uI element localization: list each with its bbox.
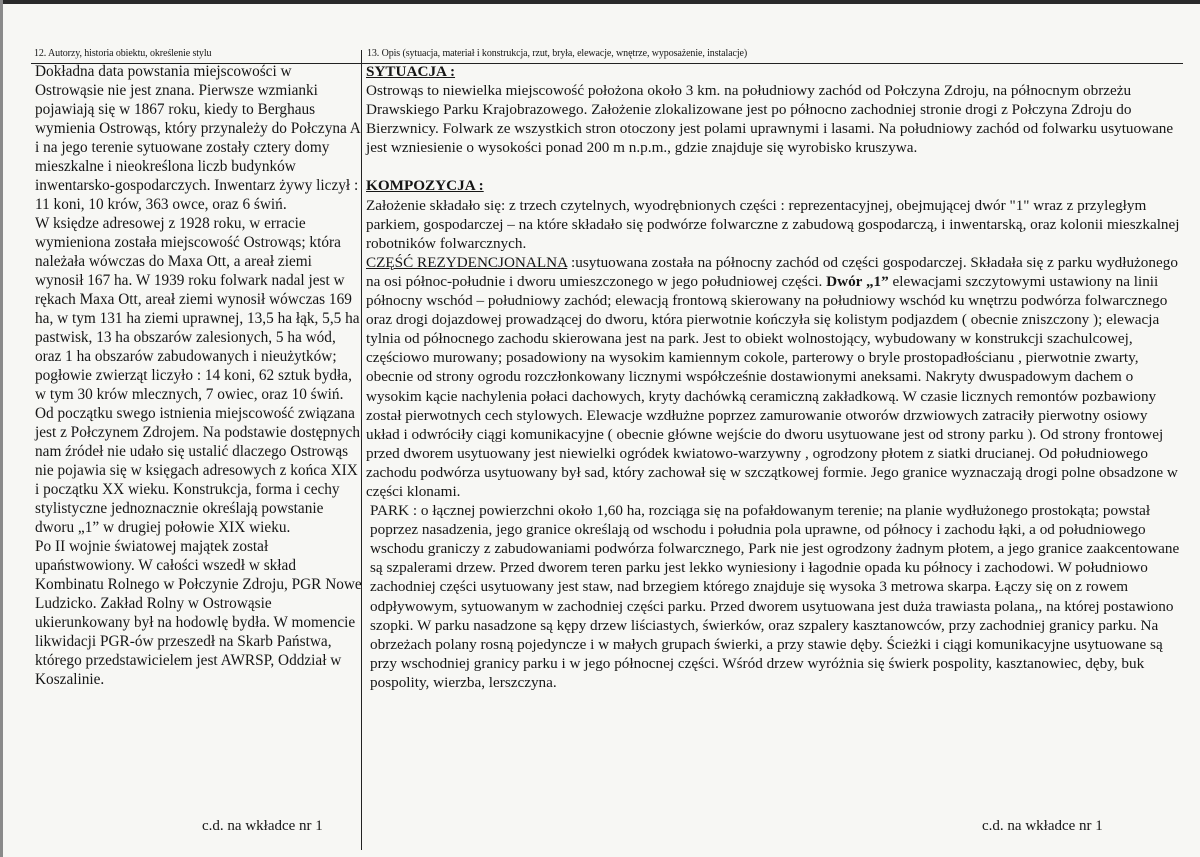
- history-paragraph-2: W księdze adresowej z 1928 roku, w erracie wymieniona została miejscowość Ostrowąs; która należała wówczas do Maxa Ott, a areał ziemi wynosił 167 ha. W 1939 roku folwark nadal jest w rękach Maxa Ott, areał ziemi wynosił wówczas 169 ha, w tym 131 ha ziemi uprawnej, 13,5 ha łąk, 5,5 ha pastwisk, 13 ha obszarów zalesionych, 5 ha wód, oraz 1 ha obszarów zabudowanych i nieużytków; pogłowie zwierząt liczyło : 14 koni, 62 sztuk bydła, w tym 30 krów mlecznych, 7 owiec, oraz 10 świń. Od początku swego istnienia miejscowość związana jest z Połczynem Zdrojem. Na podstawie dostępnych nam źródeł nie udało się ustalić dlaczego Ostrowąs nie pojawia się w księgach adresowych z końca XIX i początku XX wieku. Konstrukcja, forma i cechy stylistyczne jednoznacznie określają powstanie dworu „1” w drugiej połowie XIX wieku.: [35, 215, 360, 536]
- rezydencjonalna-paragraph: [366, 253, 1180, 501]
- scan-edge-top: [0, 0, 1200, 4]
- kompozycja-text: Założenie składało się: z trzech czytelnych, wyodrębnionych części : reprezentacyjnej, obejmującej dwór "1" wraz z przyległym parkiem, gospodarczej – na które składało się podwórze folwarczne z zabudową gospodarczą, i inwentarską, oraz kolonii mieszkalnej robotników folwarcznych.: [366, 196, 1180, 252]
- scan-edge-left: [0, 0, 3, 857]
- sytuacja-text: Ostrowąs to niewielka miejscowość położona około 3 km. na południowy zachód od Połczyna Zdroju, na północnym obrzeżu Drawskiego Parku Krajobrazowego. Założenie zlokalizowane jest po północno zachodniej stronie drogi z Połczyna Zdroju do Bierzwnicy. Folwark ze wszystkich stron otoczony jest polami uprawnymi i lasami. Na południowy zachód od folwarku usytuowane jest wzniesienie o wysokości ponad 200 m n.p.m., gdzie znajduje się wyrobisko kruszywa.: [366, 82, 1174, 157]
- history-paragraph-1: Dokładna data powstania miejscowości w Ostrowąsie nie jest znana. Pierwsze wzmianki pojawiają się w 1867 roku, kiedy to Berghaus wymienia Ostrowąs, który przynależy do Połczyna A i na jego terenie sytuowane zostały cztery domy mieszkalne i nieokreślona liczb budynków inwentarsko-gospodarczych. Inwentarz żywy liczył : 11 koni, 10 krów, 363 owce, oraz 6 świń.: [35, 63, 360, 213]
- rezydencjonalna-text-b: elewacjami szczytowymi ustawiony na linii północny wschód – południowy zachód; elewacją frontową skierowany na południowy wschód ku wnętrzu podwórza folwarcznego oraz drogi dojazdowej prowadzącej do dworu, która pierwotnie kończyła się kolistym podjazdem ( obecnie zniszczony ); elewacja tylnia od północnego zachodu skierowana jest na park. Jest to obiekt wolnostojący, wybudowany w konstrukcji szachulcowej, częściowo murowany; posadowiony na wysokim kamiennym cokole, parterowy o bryle prostopadłościanu , pierwotnie zwarty, obecnie od strony ogrodu rozczłonkowany licznymi współcześnie dostawionymi aneksami. Nakryty dwuspadowym dachem o wysokim kącie nachylenia połaci dachowych, kryty dachówką ceramiczną zakładkową. W czasie licznych remontów pozbawiony został pierwotnych cech stylowych. Elewacje wzdłużne poprzez zamurowanie otworów drzwiowych zatraciły pierwotny osiowy układ i odwróciły ciągi komunikacyjne ( obecnie główne wejście do dworu usytuowane jest od strony parku ). Od strony frontowej przed dworem usytuowany jest niewielki ogródek kwiatowo-warzywny , ogrodzony płotem z siatki drucianej. Od południowego zachodu podwórza usytuowany był sad, który zachował się w szczątkowej formie. Jego granice wyznaczają drogi polne obsadzone w części klonami.: [366, 272, 1178, 500]
- history-section: [35, 62, 363, 689]
- description-section: [366, 62, 1180, 692]
- right-footer: c.d. na wkładce nr 1: [982, 818, 1103, 834]
- section-spacer: [366, 157, 1180, 176]
- kompozycja-heading: KOMPOZYCJA :: [366, 177, 484, 195]
- park-paragraph: PARK : o łącznej powierzchni około 1,60 ha, rozciąga się na pofałdowanym terenie; na planie wydłużonego prostokąta; powstał poprzez nasadzenia, jego granice określają od wschodu i południa pola uprawne, od północy i zachodu łąki, a od południowego wschodu graniczy z zabudowaniami podwórza folwarcznego, Park nie jest ogrodzony żadnym płotem, a jego granice zaakcentowane są szpalerami drzew. Przed dworem teren parku jest lekko wyniesiony i łagodnie opada ku północy i zachodowi. W południowo zachodniej części usytuowany jest staw, nad brzegiem którego znajduje się wysoka 3 metrowa skarpa. Łączy się on z rowem odpływowym, sytuowanym w zachodniej części parku. Przed dworem usytuowana jest duża trawiasta polana,, na której postawiono szopki. W parku nasadzone są kępy drzew liściastych, świerków, oraz szpalery kasztanowców, przy zachodniej granicy parku. Na obrzeżach polany rosną pojedyncze i w małych grupach świerki, a przy stawie dęby. Ścieżki i ciągi komunikacyjne usytuowane są przy wschodniej granicy parku i w jego północnej części. Wśród drzew wyróżnia się świerk pospolity, kasztanowiec, dęby, buk pospolity, wierzba, lerszczyna.: [370, 502, 1180, 691]
- rezydencjonalna-text-a: :usytuowana została na północny zachód od części gospodarczej. Składała się z parku wydłużonego na osi północ-południe i dworu umieszczonego w jego południowej części.: [366, 253, 1178, 290]
- rezydencjonalna-label: CZĘŚĆ REZYDENCJONALNA: [366, 253, 568, 271]
- left-footer: c.d. na wkładce nr 1: [202, 818, 323, 834]
- history-paragraph-3: Po II wojnie światowej majątek został upaństwowiony. W całości wszedł w skład Kombinatu Rolnego w Połczynie Zdroju, PGR Nowe Ludzicko. Zakład Rolny w Ostrowąsie ukierunkowany był na hodowlę bydła. W momencie likwidacji PGR-ów przeszedł na Skarb Państwa, którego przedstawicielem jest AWRSP, Oddział w Koszalinie.: [35, 538, 362, 688]
- right-column-header: 13. Opis (sytuacja, materiał i konstrukcja, rzut, bryła, elewacje, wnętrze, wyposażenie, instalacje): [367, 48, 748, 59]
- left-column-header: 12. Autorzy, historia obiektu, określenie stylu: [34, 48, 212, 59]
- sytuacja-heading: SYTUACJA :: [366, 63, 456, 80]
- dwor-label: Dwór „1”: [826, 272, 889, 290]
